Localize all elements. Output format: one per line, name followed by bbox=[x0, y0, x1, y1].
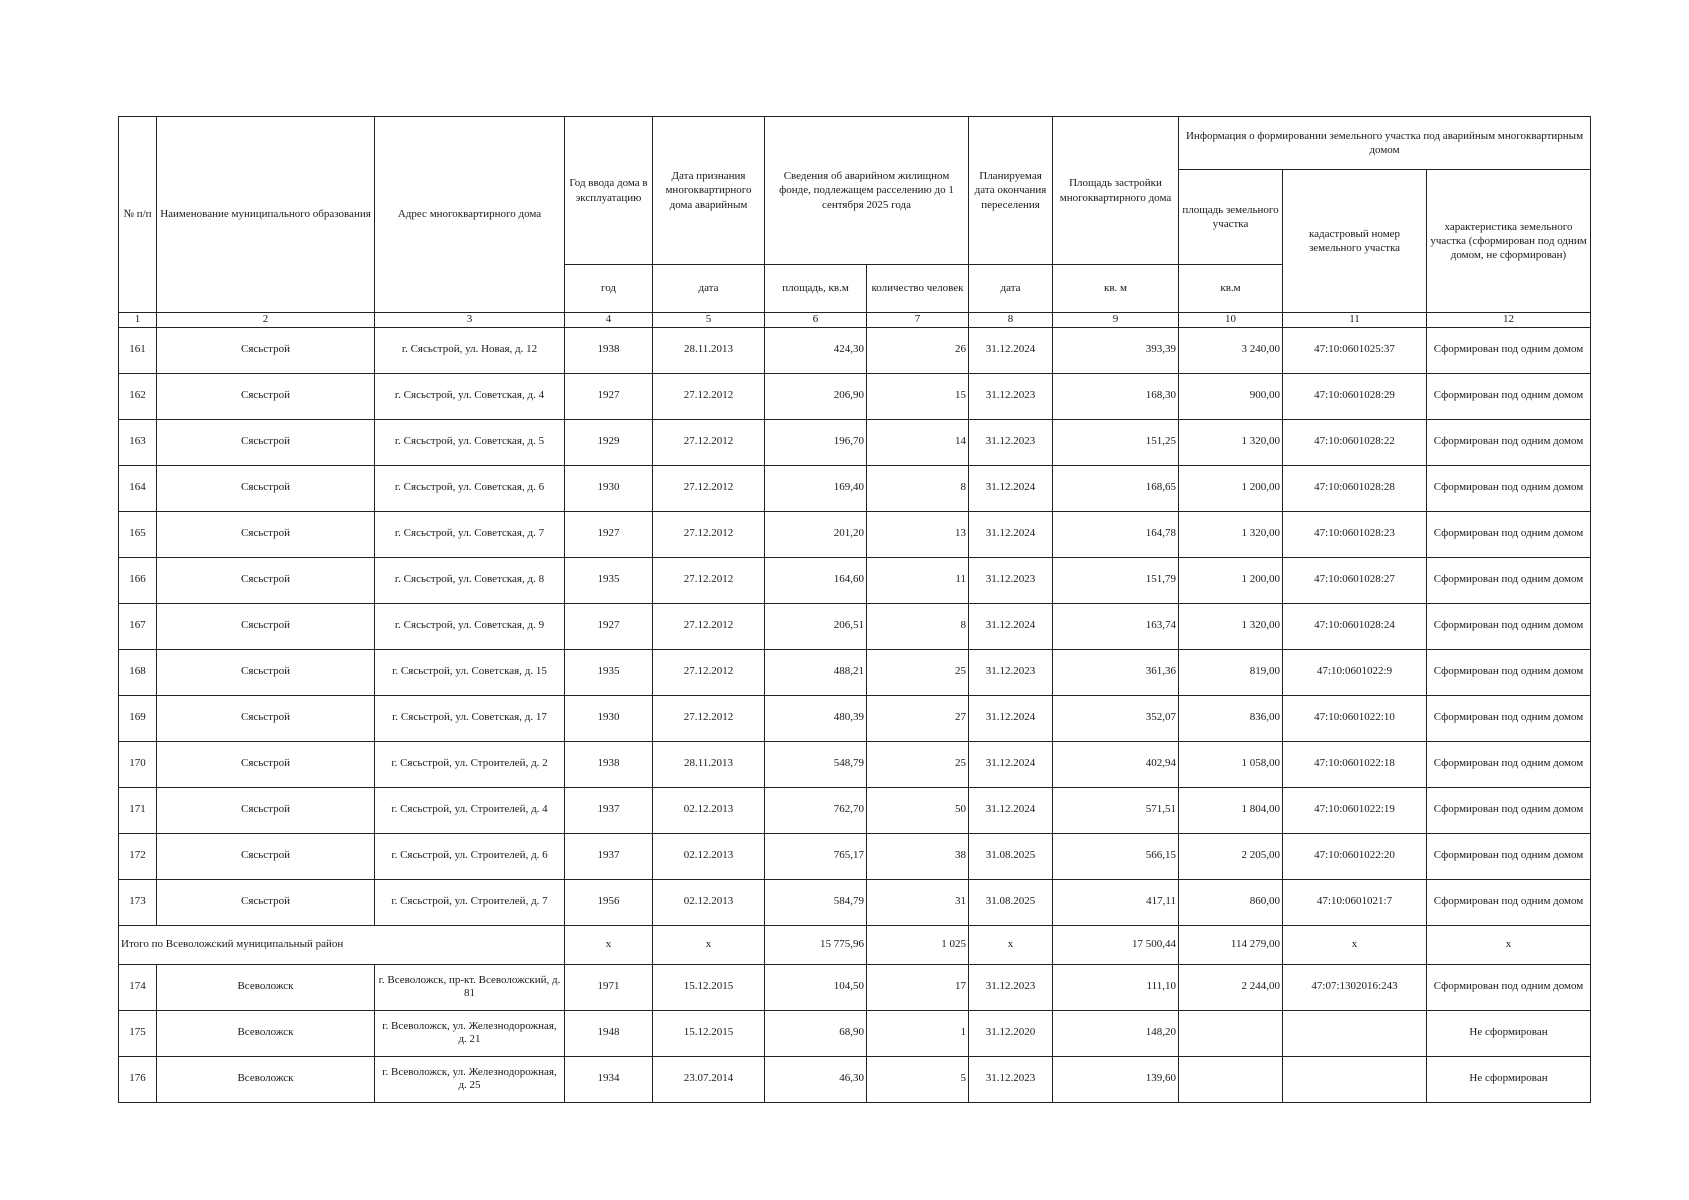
cell-address: г. Сясьстрой, ул. Советская, д. 15 bbox=[375, 649, 565, 695]
table-row bbox=[119, 1056, 1591, 1102]
cell-year-built: 1956 bbox=[565, 879, 653, 925]
cell-year-built: 1929 bbox=[565, 419, 653, 465]
cell-cadastral-number: 47:10:0601028:24 bbox=[1283, 603, 1427, 649]
cell-cadastral-number: 47:10:0601022:18 bbox=[1283, 741, 1427, 787]
cell-recognition-date: 28.11.2013 bbox=[653, 741, 765, 787]
cell-land-area bbox=[1179, 1010, 1283, 1056]
cell-planned-date: 31.12.2024 bbox=[969, 695, 1053, 741]
column-number: 3 bbox=[375, 313, 565, 328]
unit-sqm-land: кв.м bbox=[1179, 265, 1283, 313]
cell-building-area: 402,94 bbox=[1053, 741, 1179, 787]
cell-land-characteristic: Не сформирован bbox=[1427, 1010, 1591, 1056]
header-year-built: Год ввода дома в эксплуатацию bbox=[565, 117, 653, 265]
cell-recognition-date: 23.07.2014 bbox=[653, 1056, 765, 1102]
cell-land-area: 1 200,00 bbox=[1179, 557, 1283, 603]
cell-emergency-area: 68,90 bbox=[765, 1010, 867, 1056]
cell-year-built: 1935 bbox=[565, 649, 653, 695]
cell-building-area: 417,11 bbox=[1053, 879, 1179, 925]
cell-planned-date: 31.12.2024 bbox=[969, 741, 1053, 787]
cell-building-area: 393,39 bbox=[1053, 327, 1179, 373]
table-row bbox=[119, 1010, 1591, 1056]
cell-address: г. Сясьстрой, ул. Строителей, д. 2 bbox=[375, 741, 565, 787]
cell-municipality: Сясьстрой bbox=[157, 695, 375, 741]
cell-year-built: 1938 bbox=[565, 741, 653, 787]
cell-land-area: 860,00 bbox=[1179, 879, 1283, 925]
column-number: 4 bbox=[565, 313, 653, 328]
cell-building-area: 139,60 bbox=[1053, 1056, 1179, 1102]
cell-municipality: Сясьстрой bbox=[157, 327, 375, 373]
header-municipality: Наименование муниципального образования bbox=[157, 117, 375, 313]
total-label: Итого по Всеволожский муниципальный район bbox=[119, 925, 565, 964]
cell-building-area: 566,15 bbox=[1053, 833, 1179, 879]
cell-address: г. Всеволожск, ул. Железнодорожная, д. 25 bbox=[375, 1056, 565, 1102]
cell-emergency-area: 206,90 bbox=[765, 373, 867, 419]
column-number: 11 bbox=[1283, 313, 1427, 328]
cell-planned-date: 31.08.2025 bbox=[969, 833, 1053, 879]
cell-planned-date: 31.12.2024 bbox=[969, 787, 1053, 833]
cell-recognition-date: 27.12.2012 bbox=[653, 419, 765, 465]
cell-cadastral-number: 47:10:0601028:29 bbox=[1283, 373, 1427, 419]
cell-recognition-date: 27.12.2012 bbox=[653, 603, 765, 649]
cell-land-characteristic: Сформирован под одним домом bbox=[1427, 465, 1591, 511]
column-number: 12 bbox=[1427, 313, 1591, 328]
table-row bbox=[119, 741, 1591, 787]
cell-land-characteristic: Сформирован под одним домом bbox=[1427, 373, 1591, 419]
cell-year-built: 1927 bbox=[565, 511, 653, 557]
cell-land-characteristic: Не сформирован bbox=[1427, 1056, 1591, 1102]
unit-date: дата bbox=[653, 265, 765, 313]
cell-people-count: 8 bbox=[867, 603, 969, 649]
column-number: 6 bbox=[765, 313, 867, 328]
column-number: 1 bbox=[119, 313, 157, 328]
cell-building-area: 163,74 bbox=[1053, 603, 1179, 649]
header-building-area: Площадь застройки многоквартирного дома bbox=[1053, 117, 1179, 265]
cell-land-characteristic: Сформирован под одним домом bbox=[1427, 511, 1591, 557]
cell-municipality: Сясьстрой bbox=[157, 879, 375, 925]
table-row bbox=[119, 787, 1591, 833]
cell-row-num: 170 bbox=[119, 741, 157, 787]
cell-year-built: 1927 bbox=[565, 373, 653, 419]
cell-year-built: 1971 bbox=[565, 964, 653, 1010]
total-char: x bbox=[1427, 925, 1591, 964]
cell-cadastral-number: 47:10:0601025:37 bbox=[1283, 327, 1427, 373]
cell-cadastral-number: 47:10:0601022:9 bbox=[1283, 649, 1427, 695]
cell-recognition-date: 15.12.2015 bbox=[653, 1010, 765, 1056]
cell-land-area bbox=[1179, 1056, 1283, 1102]
cell-land-characteristic: Сформирован под одним домом bbox=[1427, 603, 1591, 649]
cell-row-num: 165 bbox=[119, 511, 157, 557]
cell-row-num: 161 bbox=[119, 327, 157, 373]
cell-cadastral-number: 47:10:0601022:19 bbox=[1283, 787, 1427, 833]
cell-emergency-area: 164,60 bbox=[765, 557, 867, 603]
cell-land-characteristic: Сформирован под одним домом bbox=[1427, 879, 1591, 925]
cell-cadastral-number bbox=[1283, 1056, 1427, 1102]
header-planned-date: Планируемая дата окончания переселения bbox=[969, 117, 1053, 265]
cell-year-built: 1934 bbox=[565, 1056, 653, 1102]
cell-year-built: 1937 bbox=[565, 833, 653, 879]
cell-municipality: Сясьстрой bbox=[157, 511, 375, 557]
header-emergency-info: Сведения об аварийном жилищном фонде, подлежащем расселению до 1 сентября 2025 года bbox=[765, 117, 969, 265]
cell-cadastral-number: 47:10:0601028:22 bbox=[1283, 419, 1427, 465]
total-planned: x bbox=[969, 925, 1053, 964]
cell-recognition-date: 28.11.2013 bbox=[653, 327, 765, 373]
cell-cadastral-number: 47:10:0601021:7 bbox=[1283, 879, 1427, 925]
cell-address: г. Сясьстрой, ул. Советская, д. 9 bbox=[375, 603, 565, 649]
cell-people-count: 26 bbox=[867, 327, 969, 373]
column-number: 10 bbox=[1179, 313, 1283, 328]
cell-recognition-date: 02.12.2013 bbox=[653, 787, 765, 833]
cell-planned-date: 31.12.2023 bbox=[969, 557, 1053, 603]
unit-people: количество человек bbox=[867, 265, 969, 313]
cell-emergency-area: 206,51 bbox=[765, 603, 867, 649]
table-row bbox=[119, 373, 1591, 419]
table-row bbox=[119, 879, 1591, 925]
cell-people-count: 17 bbox=[867, 964, 969, 1010]
column-number: 8 bbox=[969, 313, 1053, 328]
total-cadastral: x bbox=[1283, 925, 1427, 964]
total-land-area: 114 279,00 bbox=[1179, 925, 1283, 964]
cell-municipality: Всеволожск bbox=[157, 1056, 375, 1102]
cell-year-built: 1927 bbox=[565, 603, 653, 649]
cell-municipality: Сясьстрой bbox=[157, 465, 375, 511]
cell-address: г. Сясьстрой, ул. Советская, д. 6 bbox=[375, 465, 565, 511]
unit-date-planned: дата bbox=[969, 265, 1053, 313]
column-number: 9 bbox=[1053, 313, 1179, 328]
cell-building-area: 352,07 bbox=[1053, 695, 1179, 741]
cell-planned-date: 31.12.2023 bbox=[969, 373, 1053, 419]
header-address: Адрес многоквартирного дома bbox=[375, 117, 565, 313]
cell-row-num: 164 bbox=[119, 465, 157, 511]
table-row bbox=[119, 695, 1591, 741]
cell-emergency-area: 104,50 bbox=[765, 964, 867, 1010]
cell-address: г. Сясьстрой, ул. Советская, д. 5 bbox=[375, 419, 565, 465]
cell-building-area: 361,36 bbox=[1053, 649, 1179, 695]
cell-year-built: 1935 bbox=[565, 557, 653, 603]
cell-recognition-date: 02.12.2013 bbox=[653, 879, 765, 925]
cell-people-count: 1 bbox=[867, 1010, 969, 1056]
cell-building-area: 571,51 bbox=[1053, 787, 1179, 833]
cell-row-num: 176 bbox=[119, 1056, 157, 1102]
cell-building-area: 164,78 bbox=[1053, 511, 1179, 557]
cell-cadastral-number: 47:10:0601022:10 bbox=[1283, 695, 1427, 741]
cell-planned-date: 31.12.2023 bbox=[969, 649, 1053, 695]
cell-address: г. Всеволожск, пр-кт. Всеволожский, д. 81 bbox=[375, 964, 565, 1010]
cell-row-num: 162 bbox=[119, 373, 157, 419]
cell-planned-date: 31.12.2023 bbox=[969, 1056, 1053, 1102]
cell-row-num: 163 bbox=[119, 419, 157, 465]
table-row bbox=[119, 557, 1591, 603]
cell-municipality: Сясьстрой bbox=[157, 373, 375, 419]
column-number-row bbox=[119, 313, 1591, 328]
cell-planned-date: 31.12.2024 bbox=[969, 465, 1053, 511]
cell-municipality: Сясьстрой bbox=[157, 557, 375, 603]
total-people: 1 025 bbox=[867, 925, 969, 964]
cell-row-num: 167 bbox=[119, 603, 157, 649]
cell-municipality: Сясьстрой bbox=[157, 833, 375, 879]
total-building-area: 17 500,44 bbox=[1053, 925, 1179, 964]
cell-people-count: 15 bbox=[867, 373, 969, 419]
cell-land-area: 836,00 bbox=[1179, 695, 1283, 741]
cell-address: г. Сясьстрой, ул. Советская, д. 7 bbox=[375, 511, 565, 557]
cell-recognition-date: 27.12.2012 bbox=[653, 649, 765, 695]
document-sheet bbox=[118, 116, 1590, 1103]
unit-area: площадь, кв.м bbox=[765, 265, 867, 313]
table-row bbox=[119, 603, 1591, 649]
cell-land-characteristic: Сформирован под одним домом bbox=[1427, 419, 1591, 465]
cell-building-area: 168,30 bbox=[1053, 373, 1179, 419]
cell-planned-date: 31.08.2025 bbox=[969, 879, 1053, 925]
cell-land-area: 819,00 bbox=[1179, 649, 1283, 695]
cell-emergency-area: 201,20 bbox=[765, 511, 867, 557]
cell-planned-date: 31.12.2023 bbox=[969, 964, 1053, 1010]
column-number: 2 bbox=[157, 313, 375, 328]
unit-sqm: кв. м bbox=[1053, 265, 1179, 313]
cell-land-characteristic: Сформирован под одним домом bbox=[1427, 833, 1591, 879]
header-land-char: характеристика земельного участка (сформирован под одним домом, не сформирован) bbox=[1427, 170, 1591, 313]
cell-emergency-area: 169,40 bbox=[765, 465, 867, 511]
cell-year-built: 1948 bbox=[565, 1010, 653, 1056]
cell-land-characteristic: Сформирован под одним домом bbox=[1427, 649, 1591, 695]
table-row bbox=[119, 964, 1591, 1010]
cell-land-characteristic: Сформирован под одним домом bbox=[1427, 327, 1591, 373]
cell-land-area: 1 200,00 bbox=[1179, 465, 1283, 511]
cell-land-characteristic: Сформирован под одним домом bbox=[1427, 741, 1591, 787]
cell-people-count: 25 bbox=[867, 649, 969, 695]
cell-land-characteristic: Сформирован под одним домом bbox=[1427, 964, 1591, 1010]
table-row bbox=[119, 327, 1591, 373]
cell-address: г. Сясьстрой, ул. Строителей, д. 7 bbox=[375, 879, 565, 925]
cell-planned-date: 31.12.2023 bbox=[969, 419, 1053, 465]
cell-emergency-area: 46,30 bbox=[765, 1056, 867, 1102]
cell-people-count: 25 bbox=[867, 741, 969, 787]
cell-row-num: 175 bbox=[119, 1010, 157, 1056]
unit-year: год bbox=[565, 265, 653, 313]
table-row bbox=[119, 833, 1591, 879]
cell-people-count: 14 bbox=[867, 419, 969, 465]
cell-land-characteristic: Сформирован под одним домом bbox=[1427, 695, 1591, 741]
cell-people-count: 50 bbox=[867, 787, 969, 833]
cell-land-area: 2 244,00 bbox=[1179, 964, 1283, 1010]
cell-year-built: 1930 bbox=[565, 465, 653, 511]
cell-row-num: 171 bbox=[119, 787, 157, 833]
cell-recognition-date: 27.12.2012 bbox=[653, 695, 765, 741]
cell-emergency-area: 584,79 bbox=[765, 879, 867, 925]
cell-people-count: 13 bbox=[867, 511, 969, 557]
cell-land-area: 1 320,00 bbox=[1179, 419, 1283, 465]
cell-building-area: 151,79 bbox=[1053, 557, 1179, 603]
cell-municipality: Сясьстрой bbox=[157, 649, 375, 695]
cell-building-area: 151,25 bbox=[1053, 419, 1179, 465]
cell-people-count: 31 bbox=[867, 879, 969, 925]
cell-emergency-area: 196,70 bbox=[765, 419, 867, 465]
cell-land-area: 1 804,00 bbox=[1179, 787, 1283, 833]
cell-municipality: Сясьстрой bbox=[157, 741, 375, 787]
cell-land-characteristic: Сформирован под одним домом bbox=[1427, 557, 1591, 603]
cell-people-count: 8 bbox=[867, 465, 969, 511]
cell-address: г. Сясьстрой, ул. Новая, д. 12 bbox=[375, 327, 565, 373]
table-row bbox=[119, 511, 1591, 557]
cell-address: г. Сясьстрой, ул. Советская, д. 8 bbox=[375, 557, 565, 603]
cell-emergency-area: 480,39 bbox=[765, 695, 867, 741]
cell-recognition-date: 27.12.2012 bbox=[653, 511, 765, 557]
header-land-info: Информация о формировании земельного участка под аварийным многоквартирным домом bbox=[1179, 117, 1591, 170]
cell-cadastral-number: 47:10:0601022:20 bbox=[1283, 833, 1427, 879]
cell-land-characteristic: Сформирован под одним домом bbox=[1427, 787, 1591, 833]
cell-people-count: 27 bbox=[867, 695, 969, 741]
cell-municipality: Сясьстрой bbox=[157, 419, 375, 465]
total-row bbox=[119, 925, 1591, 964]
cell-land-area: 2 205,00 bbox=[1179, 833, 1283, 879]
cell-building-area: 168,65 bbox=[1053, 465, 1179, 511]
cell-land-area: 1 320,00 bbox=[1179, 603, 1283, 649]
cell-land-area: 1 320,00 bbox=[1179, 511, 1283, 557]
cell-people-count: 38 bbox=[867, 833, 969, 879]
cell-recognition-date: 27.12.2012 bbox=[653, 465, 765, 511]
cell-municipality: Всеволожск bbox=[157, 964, 375, 1010]
table-row bbox=[119, 649, 1591, 695]
cell-emergency-area: 548,79 bbox=[765, 741, 867, 787]
cell-planned-date: 31.12.2024 bbox=[969, 511, 1053, 557]
cell-row-num: 172 bbox=[119, 833, 157, 879]
cell-year-built: 1930 bbox=[565, 695, 653, 741]
column-number: 5 bbox=[653, 313, 765, 328]
header-num: № п/п bbox=[119, 117, 157, 313]
cell-address: г. Сясьстрой, ул. Строителей, д. 4 bbox=[375, 787, 565, 833]
cell-row-num: 166 bbox=[119, 557, 157, 603]
header-recognition-date: Дата признания многоквартирного дома аварийным bbox=[653, 117, 765, 265]
cell-planned-date: 31.12.2020 bbox=[969, 1010, 1053, 1056]
cell-recognition-date: 27.12.2012 bbox=[653, 557, 765, 603]
cell-emergency-area: 488,21 bbox=[765, 649, 867, 695]
cell-row-num: 168 bbox=[119, 649, 157, 695]
column-number: 7 bbox=[867, 313, 969, 328]
cell-year-built: 1938 bbox=[565, 327, 653, 373]
cell-municipality: Всеволожск bbox=[157, 1010, 375, 1056]
cell-cadastral-number: 47:10:0601028:23 bbox=[1283, 511, 1427, 557]
cell-cadastral-number: 47:10:0601028:27 bbox=[1283, 557, 1427, 603]
cell-emergency-area: 762,70 bbox=[765, 787, 867, 833]
cell-emergency-area: 424,30 bbox=[765, 327, 867, 373]
cell-municipality: Сясьстрой bbox=[157, 603, 375, 649]
emergency-housing-table bbox=[118, 116, 1591, 1103]
cell-address: г. Всеволожск, ул. Железнодорожная, д. 21 bbox=[375, 1010, 565, 1056]
cell-year-built: 1937 bbox=[565, 787, 653, 833]
cell-emergency-area: 765,17 bbox=[765, 833, 867, 879]
cell-cadastral-number bbox=[1283, 1010, 1427, 1056]
cell-building-area: 111,10 bbox=[1053, 964, 1179, 1010]
cell-address: г. Сясьстрой, ул. Советская, д. 4 bbox=[375, 373, 565, 419]
cell-row-num: 174 bbox=[119, 964, 157, 1010]
total-year: x bbox=[565, 925, 653, 964]
cell-land-area: 900,00 bbox=[1179, 373, 1283, 419]
cell-land-area: 1 058,00 bbox=[1179, 741, 1283, 787]
cell-recognition-date: 02.12.2013 bbox=[653, 833, 765, 879]
cell-row-num: 169 bbox=[119, 695, 157, 741]
cell-people-count: 5 bbox=[867, 1056, 969, 1102]
total-area: 15 775,96 bbox=[765, 925, 867, 964]
table-row bbox=[119, 465, 1591, 511]
cell-planned-date: 31.12.2024 bbox=[969, 327, 1053, 373]
header-land-area: площадь земельного участка bbox=[1179, 170, 1283, 265]
table-row bbox=[119, 419, 1591, 465]
cell-municipality: Сясьстрой bbox=[157, 787, 375, 833]
cell-recognition-date: 15.12.2015 bbox=[653, 964, 765, 1010]
cell-land-area: 3 240,00 bbox=[1179, 327, 1283, 373]
cell-row-num: 173 bbox=[119, 879, 157, 925]
header-cadastral: кадастровый номер земельного участка bbox=[1283, 170, 1427, 313]
total-date: x bbox=[653, 925, 765, 964]
cell-building-area: 148,20 bbox=[1053, 1010, 1179, 1056]
cell-people-count: 11 bbox=[867, 557, 969, 603]
cell-recognition-date: 27.12.2012 bbox=[653, 373, 765, 419]
cell-cadastral-number: 47:10:0601028:28 bbox=[1283, 465, 1427, 511]
cell-cadastral-number: 47:07:1302016:243 bbox=[1283, 964, 1427, 1010]
cell-address: г. Сясьстрой, ул. Советская, д. 17 bbox=[375, 695, 565, 741]
cell-planned-date: 31.12.2024 bbox=[969, 603, 1053, 649]
cell-address: г. Сясьстрой, ул. Строителей, д. 6 bbox=[375, 833, 565, 879]
